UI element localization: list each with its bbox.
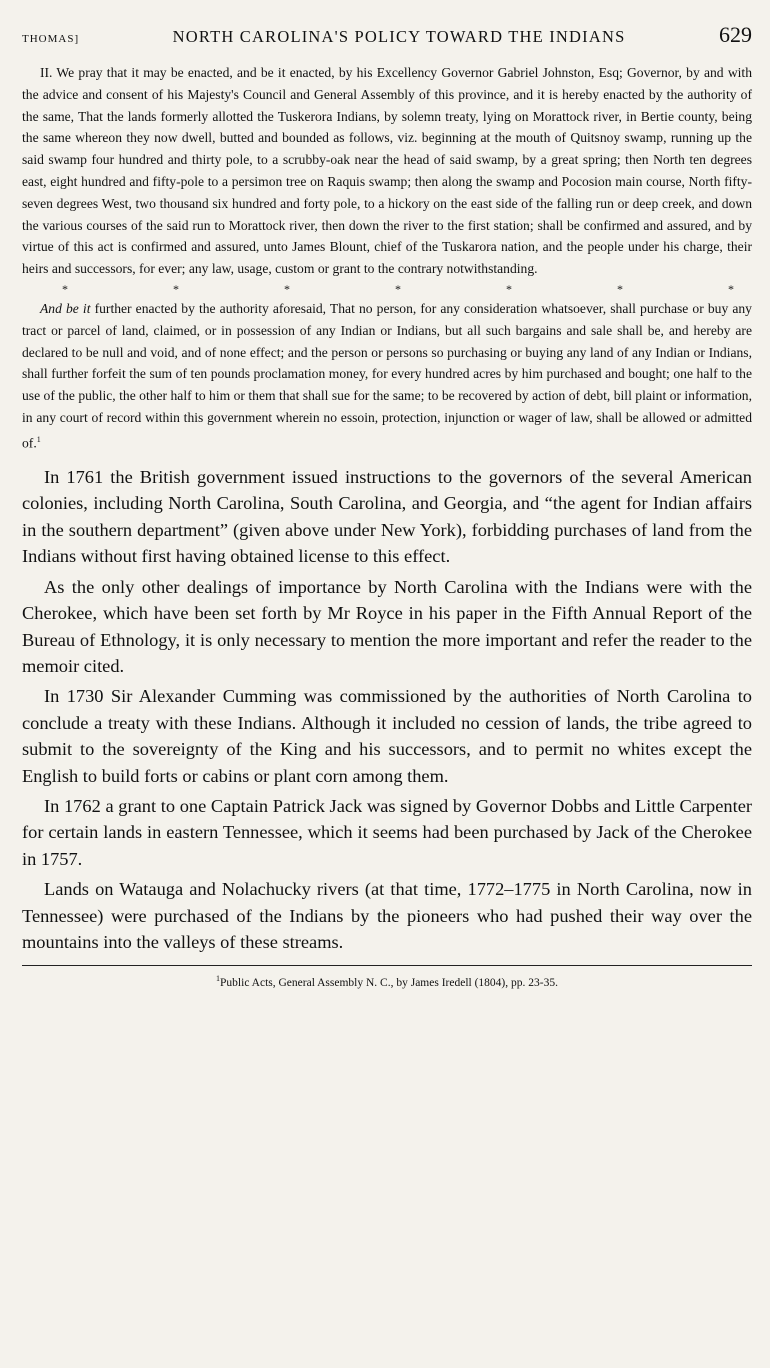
- document-page: [22, 22, 752, 989]
- body-paragraph: In 1761 the British government issued instructions to the governors of the several American colonies, including North Carolina, South Carolina, and Georgia, and “the agent for Indian affairs in the southern department” (given above under New York), forbidding purchases of land from the Indians without first having obtained license to this effect.: [22, 467, 752, 567]
- footnote: [22, 974, 752, 989]
- running-title: NORTH CAROLINA'S POLICY TOWARD THE INDIANS: [172, 27, 626, 46]
- footnote-text: Public Acts, General Assembly N. C., by James Iredell (1804), pp. 23-35.: [220, 977, 558, 990]
- page-number: 629: [718, 22, 752, 47]
- body-paragraph: In 1762 a grant to one Captain Patrick Jack was signed by Governor Dobbs and Little Carpenter for certain lands in eastern Tennessee, which it seems had been purchased by Jack of the Cherokee in 1757.: [22, 795, 752, 869]
- quoted-act: [22, 62, 752, 454]
- ellipsis-star: *: [728, 281, 734, 296]
- running-header: [22, 22, 752, 52]
- quoted-paragraph-2-lead: And be it: [40, 300, 91, 316]
- body-paragraph: Lands on Watauga and Nolachucky rivers (at that time, 1772–1775 in North Carolina, now in Tennessee) were purchased of the Indians by the pioneers who had pushed their way over the mountains into the valleys of these streams.: [22, 879, 752, 952]
- ellipsis-star: *: [617, 281, 623, 296]
- footnote-marker: 1: [216, 974, 221, 984]
- ellipsis-star: *: [506, 281, 512, 296]
- ellipsis-star: *: [173, 281, 179, 296]
- quoted-paragraph-2-text: further enacted by the authority aforesaid, That no person, for any consideration whatsoever, shall purchase or buy any tract or parcel of land, claimed, or in possession of any Indian or Indians, but all such bargains and sale shall be, and hereby are declared to be null and void, and of none effect; and the person or persons so purchasing or buying any land of any Indian or Indians, shall further forfeit the sum of ten pounds proclamation money, for every hundred acres by him purchased and bought; one half to the use of the public, the other half to him or them that shall sue for the same; to be recovered by action of debt, bill plaint or information, in any court of record within this government wherein no essoin, protection, injunction or wager of law, shall be allowed or admitted of.: [22, 300, 752, 451]
- running-author: THOMAS]: [22, 33, 80, 45]
- ellipsis-stars: [22, 280, 752, 298]
- body-paragraph: As the only other dealings of importance by North Carolina with the Indians were with the Cherokee, which have been set forth by Mr Royce in his paper in the Fifth Annual Report of the Bureau of Ethnology, it is only necessary to mention the more important and refer the reader to the memoir cited.: [22, 576, 752, 676]
- ellipsis-star: *: [395, 281, 401, 296]
- ellipsis-star: *: [62, 281, 68, 296]
- body-paragraph: In 1730 Sir Alexander Cumming was commissioned by the authorities of North Carolina to conclude a treaty with these Indians. Although it included no cession of lands, the tribe agreed to submit to the sovereignty of the King and his successors, and to permit no whites except the English to build forts or cabins or plant corn among them.: [22, 686, 752, 786]
- body-text: [22, 464, 752, 955]
- quoted-paragraph-1: II. We pray that it may be enacted, and be it enacted, by his Excellency Governor Gabriel Johnston, Esq; Governor, by and with the advice and consent of his Majesty's Council and General Assembly of this province, and it is hereby enacted by the authority of the same, That the lands formerly allotted the Tuskerora Indians, by solemn treaty, lying on Morattock river, in Bertie county, being the same whereon they now dwell, butted and bounded as follows, viz. beginning at the mouth of Quitsnoy swamp, running up the said swamp four hundred and thirty pole, to a scrubby-oak near the head of said swamp, by a great spring; then North ten degrees east, eight hundred and fifty-pole to a persimon tree on Raquis swamp; then along the swamp and Pocosion main course, North fifty-seven degrees West, two thousand six hundred and forty pole, to a hickory on the east side of the falling run or deep creek, and down the various courses of the said run to Morattock river, then down the river to the first station; shall be confirmed and assured, and by virtue of this act is confirmed and assured, unto James Blount, chief of the Tuskarora nation, and the people under his charge, their heirs and successors, for ever; any law, usage, custom or grant to the contrary notwithstanding.: [22, 65, 752, 277]
- footnote-reference[interactable]: 1: [36, 434, 41, 444]
- ellipsis-star: *: [284, 281, 290, 296]
- quoted-paragraph-2: [22, 298, 752, 454]
- footnote-divider: [22, 965, 752, 966]
